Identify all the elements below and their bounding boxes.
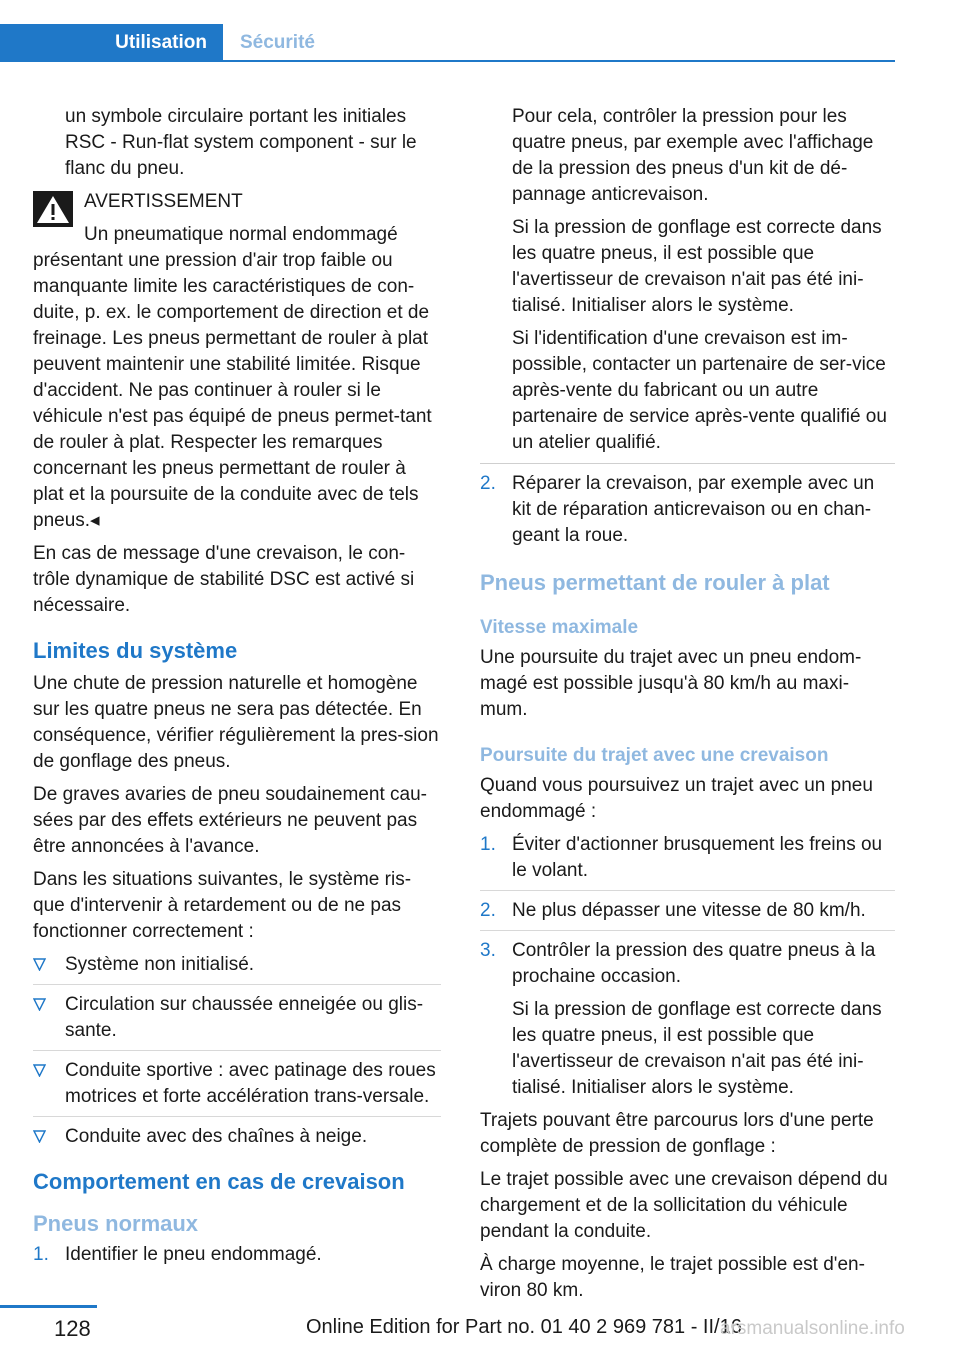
depends-paragraph: Le trajet possible avec une crevaison dépend du chargement et de la sollicitation du véhicule pendant la conduite.: [480, 1169, 888, 1242]
list-item: [33, 1124, 441, 1150]
distance-paragraph: Trajets pouvant être parcourus lors d'une perte complète de pression de gonflage :: [480, 1110, 874, 1157]
step-text: Contrôler la pression des quatre pneus à la prochaine occasion.: [512, 940, 876, 987]
triangle-bullet-icon: [33, 1064, 46, 1077]
right-column: [480, 104, 895, 1311]
heading-continue-journey: Poursuite du trajet avec une crevaison: [480, 745, 829, 766]
list-item: [33, 952, 441, 985]
step-item: [480, 471, 895, 549]
step-text: Réparer la crevaison, par exemple avec un kit de réparation anticrevaison ou en chan-geant la roue.: [512, 473, 875, 546]
step-text: Identifier le pneu endommagé.: [65, 1244, 322, 1265]
tab-securite[interactable]: Sécurité: [240, 32, 315, 53]
warning-title: AVERTISSEMENT: [84, 191, 243, 212]
heading-max-speed: Vitesse maximale: [480, 617, 639, 638]
warning-block: [33, 189, 441, 534]
tab-utilisation[interactable]: Utilisation: [0, 24, 223, 62]
step-3-subparagraph: Si la pression de gonflage est correcte dans les quatre pneus, il est possible que l'avertisseur de crevaison n'ait pas été ini-tialisé. Initialiser alors le système.: [512, 999, 882, 1098]
divider: [480, 463, 895, 464]
triangle-bullet-icon: [33, 998, 46, 1011]
list-item-text: Conduite avec des chaînes à neige.: [65, 1126, 368, 1147]
left-column: [33, 104, 441, 1275]
warning-first-line: Un pneumatique normal endommagé: [84, 224, 398, 245]
step-number: 2.: [480, 900, 496, 921]
footer-rule: [0, 1305, 97, 1308]
heading-run-flat-tyres: Pneus permettant de rouler à plat: [480, 570, 830, 595]
list-item-text: Conduite sportive : avec patinage des roues motrices et forte accélération trans-versale.: [65, 1060, 436, 1107]
warning-text: [33, 222, 441, 534]
step-number: 1.: [480, 834, 496, 855]
heading-puncture-behavior: Comportement en cas de crevaison: [33, 1169, 405, 1194]
list-item: [33, 1058, 441, 1117]
step-number: 3.: [480, 940, 496, 961]
step-text: Éviter d'actionner brusquement les freins ou le volant.: [512, 834, 883, 881]
dsc-paragraph: En cas de message d'une crevaison, le con-trôle dynamique de stabilité DSC est activé si nécessaire.: [33, 543, 415, 616]
limits-paragraph-2: De graves avaries de pneu soudainement cau-sées par des effets extérieurs ne peuvent pas être annoncées à l'avance.: [33, 784, 427, 857]
step-text: Ne plus dépasser une vitesse de 80 km/h.: [512, 900, 866, 921]
check-pressure-paragraph: Pour cela, contrôler la pression pour les quatre pneus, par exemple avec l'affichage de la pression des pneus d'un kit de dé-pannage anticrevaison.: [512, 106, 874, 205]
pressure-correct-paragraph: Si la pression de gonflage est correcte dans les quatre pneus, il est possible que l'avertisseur de crevaison n'ait pas été ini-tialisé. Initialiser alors le système.: [512, 217, 882, 316]
warning-body: présentant une pression d'air trop faible ou manquante limite les caractéristiques de con-duite, p. ex. le comportement de direction et de freinage. Les pneus permettant de rouler à plat peuvent maintenir une stabilité limitée. Risque d'accident. Ne pas continuer à rouler si le véhicule n'est pas équipé de pneus permet-tant de rouler à plat. Respecter les remarques concernant les pneus permettant de rouler à plat et la poursuite de la conduite avec de tels pneus.◂: [33, 250, 432, 531]
step-item: [480, 938, 895, 990]
list-item-text: Système non initialisé.: [65, 954, 255, 975]
continue-steps-list: [480, 832, 895, 1101]
intro-paragraph: un symbole circulaire portant les initiales RSC - Run-flat system component - sur le flanc du pneu.: [65, 106, 417, 179]
step-item: [480, 832, 895, 891]
edition-note: Online Edition for Part no. 01 40 2 969 781 - II/16: [306, 1316, 742, 1338]
list-item-text: Circulation sur chaussée enneigée ou glis-sante.: [65, 994, 424, 1041]
situations-list: [33, 952, 441, 1150]
step-number: 2.: [480, 473, 496, 494]
warning-triangle-icon: [33, 191, 73, 227]
continue-paragraph: Quand vous poursuivez un trajet avec un pneu endommagé :: [480, 775, 873, 822]
max-speed-paragraph: Une poursuite du trajet avec un pneu endom-magé est possible jusqu'à 80 km/h au maxi-mum.: [480, 647, 862, 720]
heading-normal-tyres: Pneus normaux: [33, 1211, 199, 1236]
heading-system-limits: Limites du système: [33, 638, 238, 663]
average-load-paragraph: À charge moyenne, le trajet possible est d'en-viron 80 km.: [480, 1254, 865, 1301]
limits-paragraph-1: Une chute de pression naturelle et homogène sur les quatre pneus ne sera pas détectée. En conséquence, vérifier régulièrement la pres-sion de gonflage des pneus.: [33, 673, 439, 772]
step-number: 1.: [33, 1244, 49, 1265]
tab-underline: [223, 60, 895, 62]
page-number: 128: [54, 1316, 91, 1341]
section-tabs: [0, 24, 895, 62]
triangle-bullet-icon: [33, 958, 46, 971]
limits-paragraph-3: Dans les situations suivantes, le système ris-que d'intervenir à retardement ou de ne pas fonctionner correctement :: [33, 869, 412, 942]
watermark: arsmanualsonline.info: [720, 1318, 905, 1339]
triangle-bullet-icon: [33, 1130, 46, 1143]
step-item: [33, 1242, 441, 1268]
identify-failed-paragraph: Si l'identification d'une crevaison est im-possible, contacter un partenaire de ser-vice après-vente du fabricant ou un autre partenaire de service après-vente qualifié ou un atelier qualifié.: [512, 328, 887, 453]
list-item: [33, 992, 441, 1051]
step-item: [480, 898, 895, 931]
